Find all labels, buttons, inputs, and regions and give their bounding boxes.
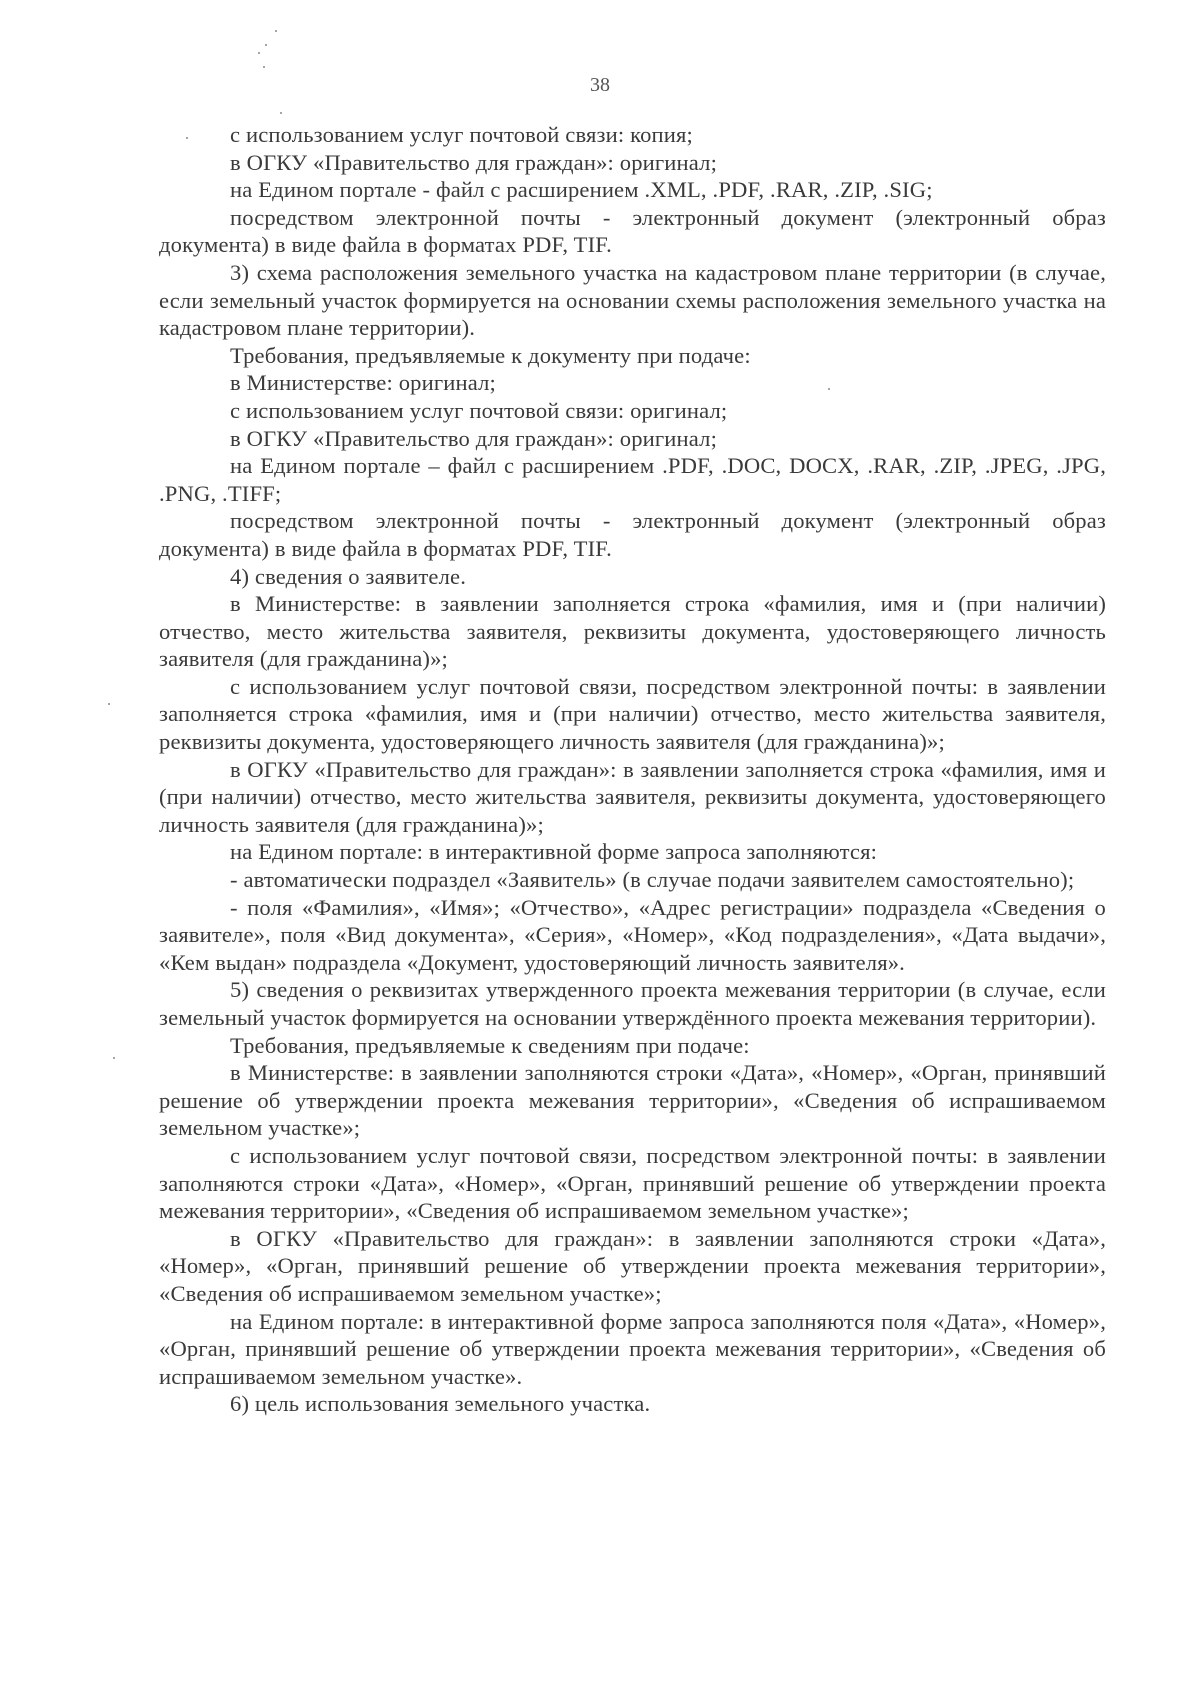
paragraph: 4) сведения о заявителе. xyxy=(230,563,467,589)
page-number: 38 xyxy=(590,74,610,96)
paragraph: в ОГКУ «Правительство для граждан»: оригинал; xyxy=(230,149,718,175)
paragraph: посредством электронной почты - электронный документ (электронный образ документа) в виде файла в форматах PDF, TIF. xyxy=(159,204,1106,258)
paragraph: на Едином портале – файл с расширением .PDF, .DOC, DOCX, .RAR, .ZIP, .JPEG, .JPG, .PNG, .TIFF; xyxy=(159,453,1106,506)
paragraph: 6) цель использования земельного участка. xyxy=(230,1391,651,1417)
paragraph: в Министерстве: оригинал; xyxy=(230,370,496,396)
paragraph: - поля «Фамилия», «Имя»; «Отчество», «Адрес регистрации» подраздела «Сведения о заявителе», поля «Вид документа», «Серия», «Номер», «Код подразделения», «Дата выдачи», «Кем выдан» подраздела «Документ, удостоверяющий личность заявителя». xyxy=(159,894,1106,975)
paragraph: - автоматически подраздел «Заявитель» (в случае подачи заявителем самостоятельно); xyxy=(230,867,1075,893)
paragraph: 5) сведения о реквизитах утвержденного проекта межевания территории (в случае, если земельный участок формируется на основании утверждённого проекта межевания территории). xyxy=(159,977,1106,1030)
paragraph: на Едином портале: в интерактивной форме запроса заполняются: xyxy=(230,839,878,865)
scan-speck xyxy=(275,30,277,32)
scan-speck xyxy=(265,44,267,46)
scan-speck xyxy=(280,112,282,114)
paragraph: в ОГКУ «Правительство для граждан»: оригинал; xyxy=(230,425,718,451)
paragraph: в ОГКУ «Правительство для граждан»: в заявлении заполняются строки «Дата», «Номер», «Орган, принявший решение об утверждении проекта межевания территории», «Сведения об испрашиваемом земельном участке»; xyxy=(159,1225,1106,1306)
document-body xyxy=(159,121,1106,1418)
scan-speck xyxy=(263,66,265,68)
scan-speck xyxy=(258,52,260,54)
paragraph: в Министерстве: в заявлении заполняются строки «Дата», «Номер», «Орган, принявший решение об утверждении проекта межевания территории», «Сведения об испрашиваемом земельном участке»; xyxy=(159,1060,1106,1141)
paragraph: с использованием услуг почтовой связи, посредством электронной почты: в заявлении заполняются строки «Дата», «Номер», «Орган, принявший решение об утверждении проекта межевания территории», «Сведения об испрашиваемом земельном участке»; xyxy=(159,1142,1106,1224)
paragraph: на Едином портале - файл с расширением .XML, .PDF, .RAR, .ZIP, .SIG; xyxy=(230,177,933,203)
paragraph: 3) схема расположения земельного участка на кадастровом плане территории (в случае, если земельный участок формируется на основании схемы расположения земельного участка на кадастровом плане территории). xyxy=(159,259,1106,341)
scan-speck xyxy=(108,703,110,705)
paragraph: Требования, предъявляемые к сведениям при подаче: xyxy=(230,1032,750,1058)
scan-speck xyxy=(113,1057,115,1059)
paragraph: с использованием услуг почтовой связи: копия; xyxy=(230,122,693,147)
paragraph: в Министерстве: в заявлении заполняется строка «фамилия, имя и (при наличии) отчество, место жительства заявителя, реквизиты документа, удостоверяющего личность заявителя (для гражданина)»; xyxy=(159,591,1106,672)
paragraph: с использованием услуг почтовой связи: оригинал; xyxy=(230,397,728,423)
paragraph: с использованием услуг почтовой связи, посредством электронной почты: в заявлении заполняется строка «фамилия, имя и (при наличии) отчество, место жительства заявителя, реквизиты документа, удостоверяющего личность заявителя (для гражданина)»; xyxy=(159,673,1106,755)
paragraph: посредством электронной почты - электронный документ (электронный образ документа) в виде файла в форматах PDF, TIF. xyxy=(159,508,1106,561)
paragraph: на Едином портале: в интерактивной форме запроса заполняются поля «Дата», «Номер», «Орган, принявший решение об утверждении проекта межевания территории», «Сведения об испрашиваемом земельном участке». xyxy=(159,1308,1106,1389)
paragraph: в ОГКУ «Правительство для граждан»: в заявлении заполняется строка «фамилия, имя и (при наличии) отчество, место жительства заявителя, реквизиты документа, удостоверяющего личность заявителя (для гражданина)»; xyxy=(159,756,1106,837)
paragraph: Требования, предъявляемые к документу при подаче: xyxy=(230,342,751,368)
